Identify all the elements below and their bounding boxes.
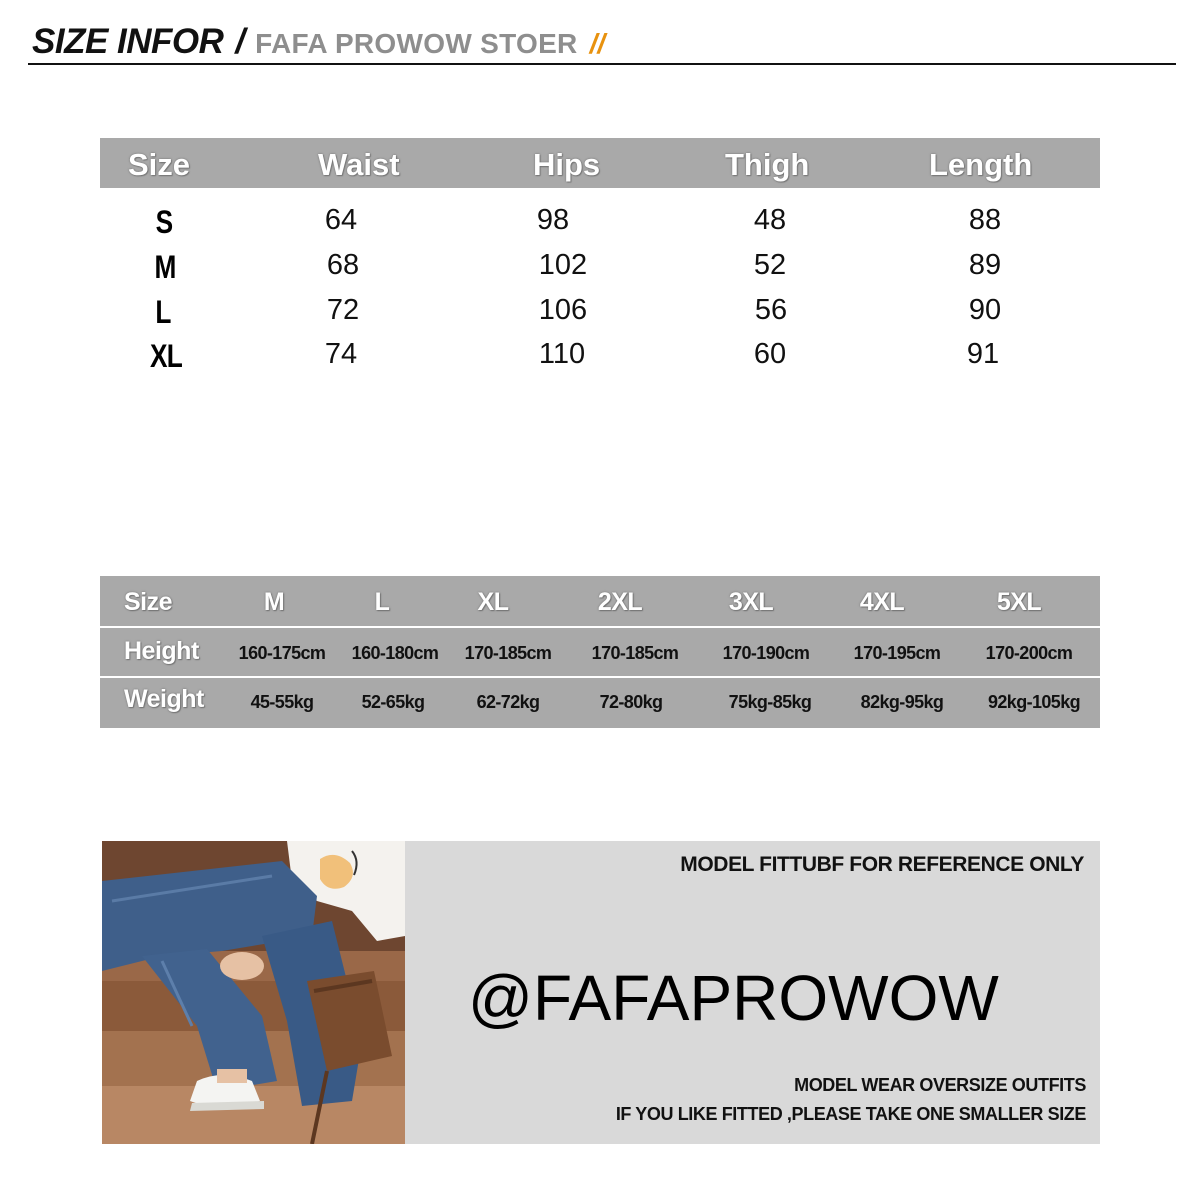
hips-cell: 106 <box>538 294 588 326</box>
page-header <box>32 22 605 64</box>
length-cell: 88 <box>968 204 1002 236</box>
size-advice-note: IF YOU LIKE FITTED ,PLEASE TAKE ONE SMALLER SIZE <box>615 1104 1086 1124</box>
model-reference-panel <box>102 841 1100 1144</box>
fit-size-cell: M <box>263 588 285 616</box>
height-cell: 170-185cm <box>464 643 552 663</box>
measurement-table-header <box>100 138 1100 188</box>
length-cell: 89 <box>968 249 1002 281</box>
fit-size-cell: 2XL <box>597 588 643 616</box>
height-cell: 170-195cm <box>853 643 941 663</box>
size-cell: S <box>155 204 173 240</box>
fit-table <box>100 576 1100 728</box>
length-cell: 90 <box>968 294 1002 326</box>
size-cell: M <box>154 249 176 285</box>
store-handle: @FAFAPROWOW <box>468 962 999 1034</box>
thigh-cell: 52 <box>753 249 787 281</box>
thigh-cell: 48 <box>753 204 787 236</box>
height-cell: 170-200cm <box>985 643 1073 663</box>
page-title: SIZE INFOR <box>32 22 224 61</box>
height-cell: 160-180cm <box>351 643 439 663</box>
table-row <box>100 249 1100 293</box>
oversize-note: MODEL WEAR OVERSIZE OUTFITS <box>794 1075 1086 1095</box>
table-row <box>100 294 1100 338</box>
fit-size-cell: 3XL <box>728 588 774 616</box>
height-cell: 160-175cm <box>238 643 326 663</box>
table-row <box>100 338 1100 382</box>
accent-mark: // <box>589 28 606 59</box>
height-cell: 170-185cm <box>591 643 679 663</box>
weight-cell: 82kg-95kg <box>860 692 944 712</box>
fit-size-cell: L <box>374 588 390 616</box>
row-divider <box>100 626 1100 628</box>
weight-label: Weight <box>124 685 204 713</box>
store-name: FAFA PROWOW STOER <box>255 28 578 59</box>
col-header-hips: Hips <box>533 147 601 182</box>
weight-cell: 92kg-105kg <box>987 692 1081 712</box>
waist-cell: 72 <box>326 294 360 326</box>
waist-cell: 68 <box>326 249 360 281</box>
height-label: Height <box>124 637 199 665</box>
waist-cell: 64 <box>324 204 358 236</box>
waist-cell: 74 <box>324 338 358 370</box>
size-cell: L <box>155 294 171 330</box>
model-photo <box>102 841 405 1144</box>
height-cell: 170-190cm <box>722 643 810 663</box>
col-header-length: Length <box>929 147 1033 182</box>
hips-cell: 98 <box>536 204 570 236</box>
weight-cell: 62-72kg <box>476 692 540 712</box>
length-cell: 91 <box>966 338 1000 370</box>
weight-cell: 52-65kg <box>361 692 425 712</box>
row-divider <box>100 676 1100 678</box>
col-header-thigh: Thigh <box>725 147 810 182</box>
weight-cell: 72-80kg <box>599 692 663 712</box>
table-row <box>100 204 1100 248</box>
thigh-cell: 60 <box>753 338 787 370</box>
fit-size-cell: 4XL <box>859 588 905 616</box>
fit-size-cell: XL <box>477 588 509 616</box>
col-header-size: Size <box>128 147 191 182</box>
col-header-waist: Waist <box>318 147 400 182</box>
header-divider <box>28 63 1176 65</box>
reference-note: MODEL FITTUBF FOR REFERENCE ONLY <box>680 853 1084 876</box>
thigh-cell: 56 <box>754 294 788 326</box>
weight-cell: 75kg-85kg <box>728 692 812 712</box>
weight-cell: 45-55kg <box>250 692 314 712</box>
size-cell: XL <box>150 338 182 374</box>
hips-cell: 110 <box>538 338 586 370</box>
title-slash: / <box>235 22 246 61</box>
fit-size-cell: 5XL <box>996 588 1042 616</box>
measurement-table <box>100 138 1100 374</box>
fit-size-label: Size <box>124 588 173 616</box>
hips-cell: 102 <box>538 249 588 281</box>
